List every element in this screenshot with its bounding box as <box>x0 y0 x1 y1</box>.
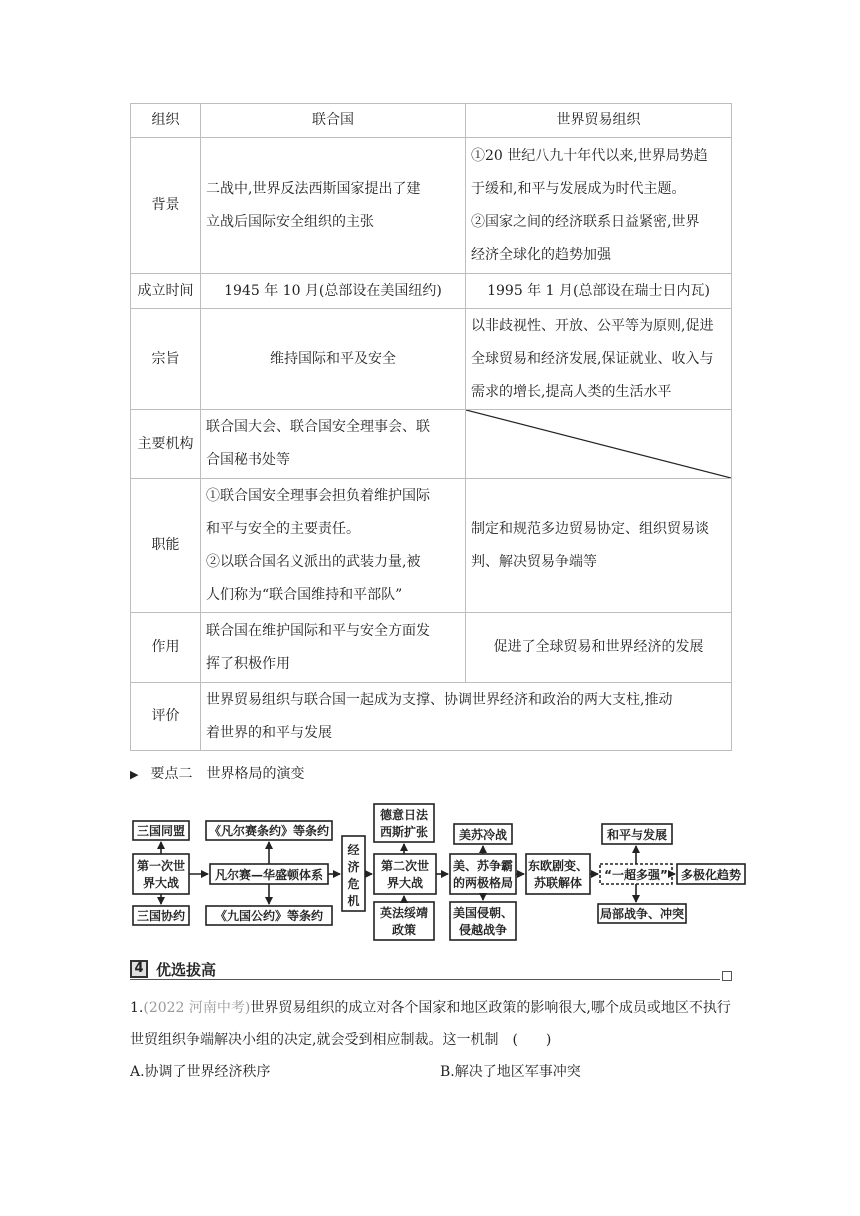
section-heading <box>130 764 304 785</box>
exercise-number-badge: 4 <box>130 960 148 978</box>
flow-collapse-line1: 东欧剧变、 <box>527 859 589 873</box>
comparison-table <box>130 103 732 751</box>
cell-wto <box>466 138 732 274</box>
flow-bipolar-line2: 的两极格局 <box>452 876 514 890</box>
cell-wto: 1995 年 1 月(总部设在瑞士日内瓦) <box>466 274 732 309</box>
square-icon <box>722 971 732 981</box>
triangle-marker-icon: ▶ <box>130 768 139 781</box>
exercise-header <box>130 958 732 982</box>
question-number: 1. <box>130 1000 144 1016</box>
text-line: 联合国在维护国际和平与安全方面发 <box>206 622 430 639</box>
flow-fascism-line1: 德意日法 <box>379 808 429 822</box>
row-label: 评价 <box>131 683 201 751</box>
flow-multipolar: 多极化趋势 <box>680 868 742 882</box>
table-row-background <box>131 138 732 274</box>
row-label: 背景 <box>131 138 201 274</box>
text-line: 需求的增长,提高人类的生活水平 <box>471 383 672 400</box>
text-line: 制定和规范多边贸易协定、组织贸易谈 <box>471 520 709 537</box>
exercise-title: 优选拔高 <box>156 961 217 979</box>
flow-versailles-system: 凡尔赛—华盛顿体系 <box>214 868 324 882</box>
section-index: 要点二 <box>150 766 193 782</box>
flow-crisis-1: 经 <box>347 843 360 857</box>
question-stem: 世界贸易组织的成立对各个国家和地区政策的影响很大,哪个成员或地区不执行世贸组织争端解决小组的决定,就会受到相应制裁。这一机制 ( ) <box>130 1000 731 1048</box>
cell-un <box>201 479 466 613</box>
text-line: 挥了积极作用 <box>206 655 290 672</box>
cell-wto: 促进了全球贸易和世界经济的发展 <box>466 613 732 683</box>
header-rule <box>130 979 720 980</box>
row-label: 作用 <box>131 613 201 683</box>
cell-wto <box>466 309 732 410</box>
flow-peace: 和平与发展 <box>606 828 668 842</box>
row-label: 宗旨 <box>131 309 201 410</box>
text-line: 人们称为“联合国维持和平部队” <box>206 586 403 603</box>
flow-local-wars: 局部战争、冲突 <box>599 907 685 921</box>
cell-wto-empty <box>466 410 732 479</box>
text-line: 立战后国际安全组织的主张 <box>206 213 374 230</box>
flow-ww2-line2: 界大战 <box>386 876 424 890</box>
header-un: 联合国 <box>201 104 466 138</box>
flow-cold-war: 美苏冷战 <box>458 828 508 842</box>
flow-ww2-line1: 第二次世 <box>380 859 430 873</box>
flow-ww1-line1: 第一次世 <box>136 859 186 873</box>
diagonal-slash <box>466 410 731 478</box>
flow-bipolar-line1: 美、苏争霸 <box>452 859 514 873</box>
row-label: 职能 <box>131 479 201 613</box>
text-line: 全球贸易和经济发展,保证就业、收入与 <box>471 350 714 367</box>
text-line: 以非歧视性、开放、公平等为原则,促进 <box>471 317 714 334</box>
flow-versailles-treaty: 《凡尔赛条约》等条约 <box>208 824 330 838</box>
text-line: ①20 世纪八九十年代以来,世界局势趋 <box>471 147 708 164</box>
text-line: 合国秘书处等 <box>206 452 290 468</box>
text-line: 和平与安全的主要责任。 <box>206 520 360 537</box>
flow-one-super: “一超多强” <box>604 868 668 882</box>
table-row-role <box>131 613 732 683</box>
flow-fascism-line2: 西斯扩张 <box>379 825 429 839</box>
cell-un <box>201 613 466 683</box>
text-line: 判、解决贸易争端等 <box>471 553 597 570</box>
row-label: 成立时间 <box>131 274 201 309</box>
text-line: 着世界的和平与发展 <box>206 724 332 741</box>
text-line: ②以联合国名义派出的武装力量,被 <box>206 553 421 570</box>
text-line: 世界贸易组织与联合国一起成为支撑、协调世界经济和政治的两大支柱,推动 <box>206 691 673 708</box>
text-line: 二战中,世界反法西斯国家提出了建 <box>206 180 421 197</box>
text-line: 经济全球化的趋势加强 <box>471 246 611 263</box>
option-a[interactable]: A.协调了世界经济秩序 <box>130 1064 271 1080</box>
text-line: ①联合国安全理事会担负着维护国际 <box>206 487 430 504</box>
cell-un <box>201 410 466 479</box>
text-line: ②国家之间的经济联系日益紧密,世界 <box>471 213 700 230</box>
flow-crisis-2: 济 <box>347 860 360 874</box>
flow-nine-power: 《九国公约》等条约 <box>214 909 324 923</box>
cell-un: 维持国际和平及安全 <box>201 309 466 410</box>
flow-collapse-line2: 苏联解体 <box>533 876 583 890</box>
cell-wto <box>466 479 732 613</box>
world-pattern-flowchart <box>128 800 748 948</box>
cell-un <box>201 138 466 274</box>
flow-triple-entente: 三国协约 <box>136 909 186 923</box>
question-source: (2022 河南中考) <box>143 1000 251 1016</box>
table-row-evaluation <box>131 683 732 751</box>
flow-triple-alliance: 三国同盟 <box>136 824 186 838</box>
flow-us-wars-line1: 美国侵朝、 <box>452 906 514 920</box>
cell-un: 1945 年 10 月(总部设在美国纽约) <box>201 274 466 309</box>
flow-crisis-4: 机 <box>347 894 360 908</box>
option-b[interactable]: B.解决了地区军事冲突 <box>440 1064 581 1080</box>
question-1 <box>130 992 732 1056</box>
row-label: 主要机构 <box>131 410 201 479</box>
text-line: 联合国大会、联合国安全理事会、联 <box>206 419 430 435</box>
table-row-founding <box>131 274 732 309</box>
header-org: 组织 <box>131 104 201 138</box>
flow-us-wars-line2: 侵越战争 <box>458 923 508 937</box>
section-title: 世界格局的演变 <box>206 766 305 782</box>
flow-crisis-3: 危 <box>347 877 360 891</box>
table-header-row <box>131 104 732 138</box>
table-row-function <box>131 479 732 613</box>
flow-appeasement-line2: 政策 <box>391 923 417 937</box>
flow-appeasement-line1: 英法绥靖 <box>379 906 429 920</box>
header-wto: 世界贸易组织 <box>466 104 732 138</box>
table-row-purpose <box>131 309 732 410</box>
cell-evaluation <box>201 683 732 751</box>
table-row-organs <box>131 410 732 479</box>
text-line: 于缓和,和平与发展成为时代主题。 <box>471 180 686 197</box>
flow-ww1-line2: 界大战 <box>142 876 180 890</box>
